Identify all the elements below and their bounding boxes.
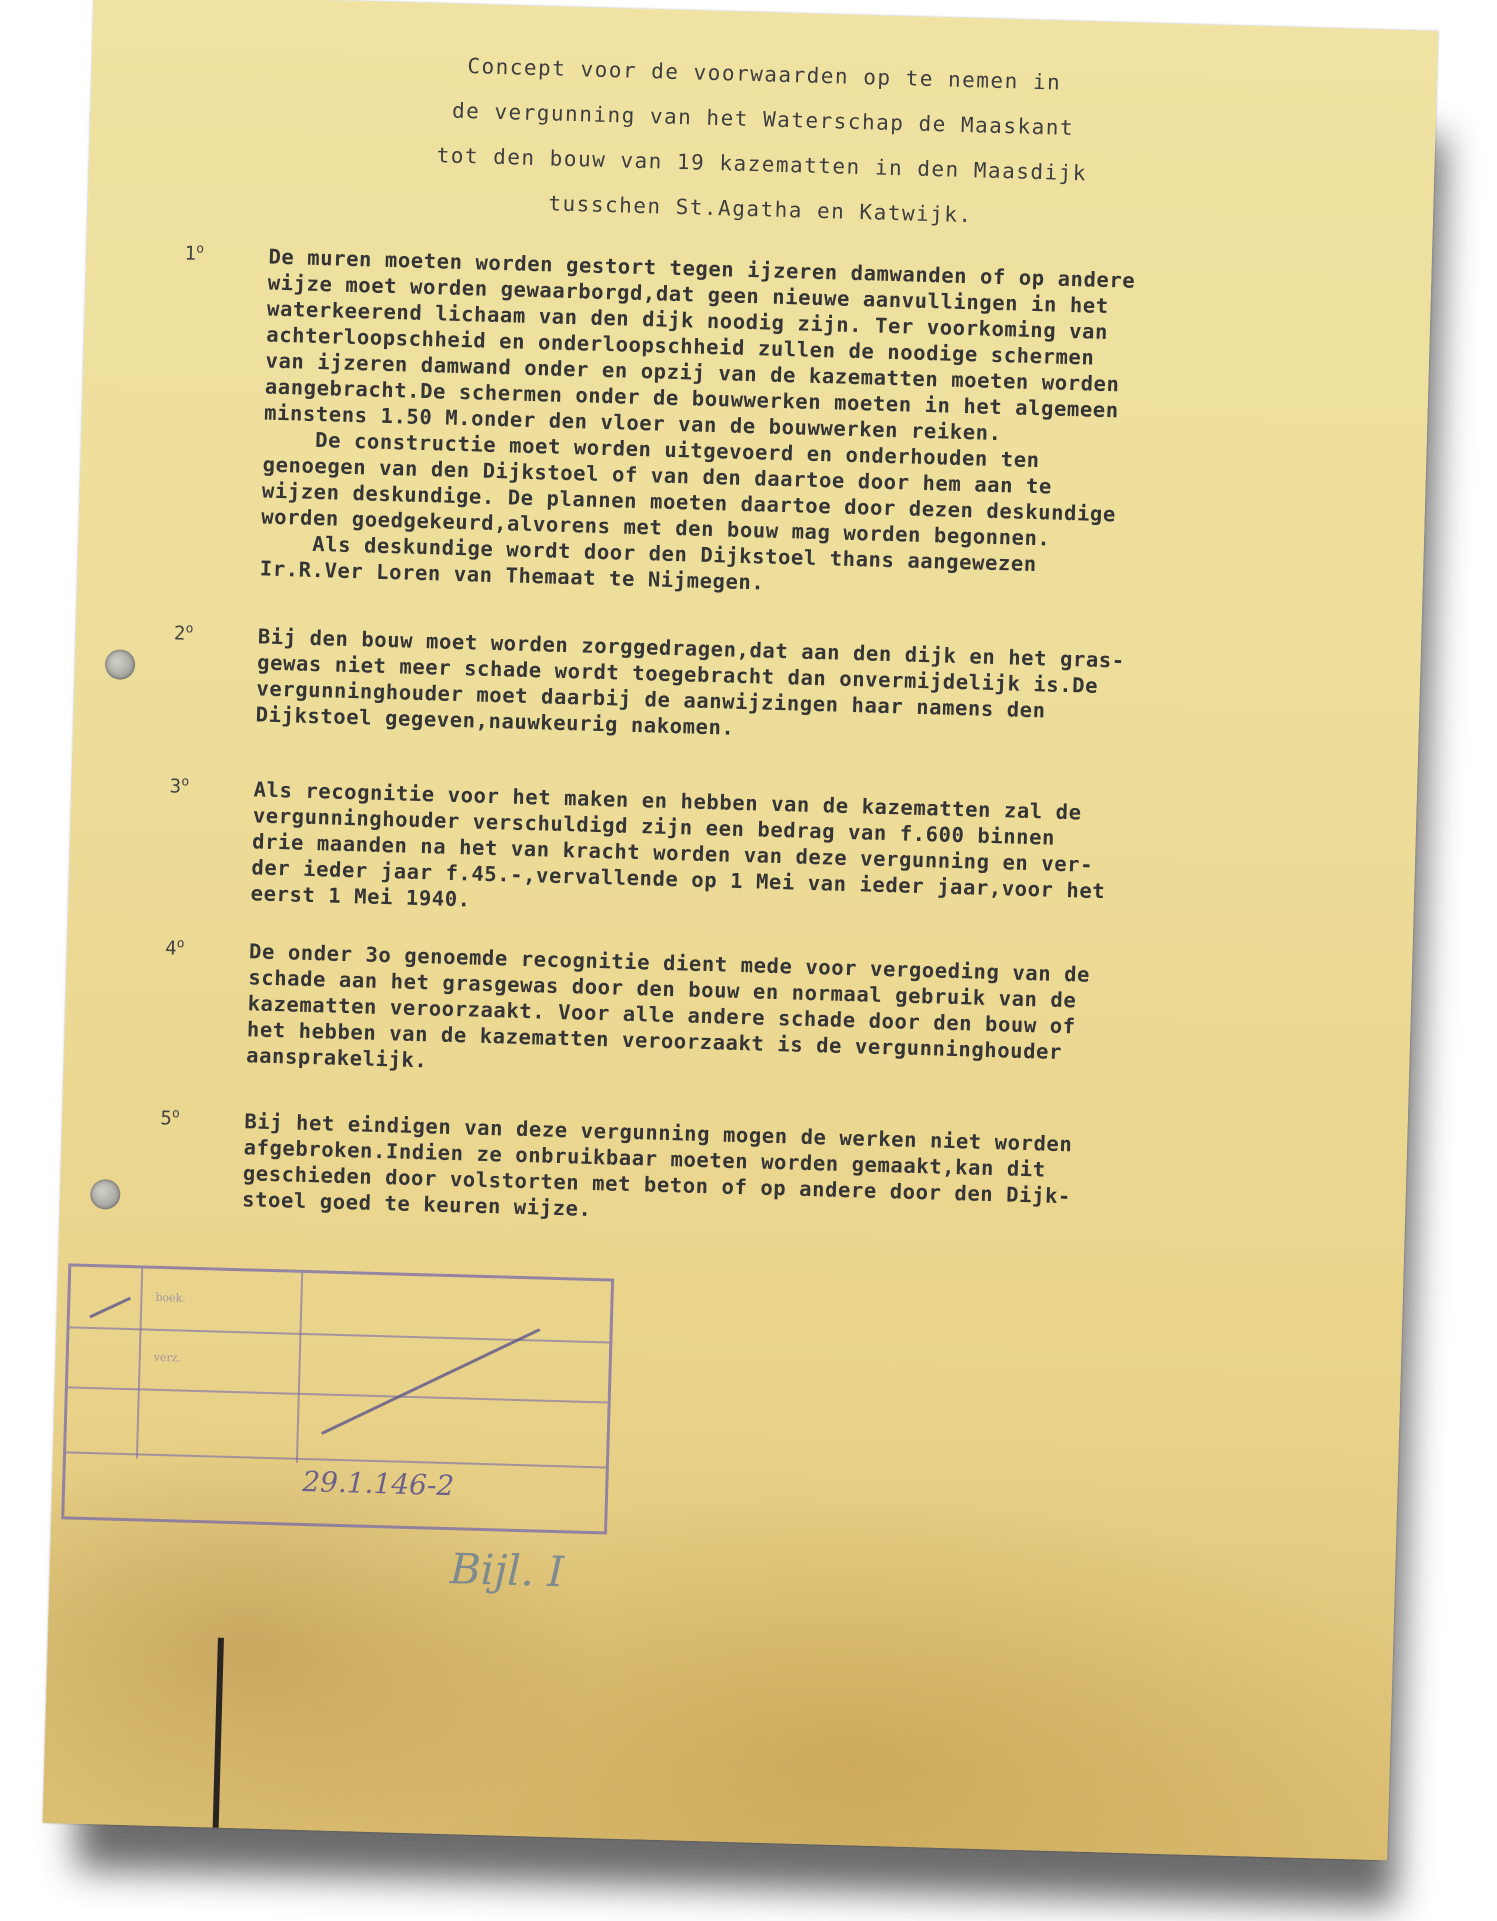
condition-item-3 (169, 774, 1241, 934)
item-number: 3$^o$ (169, 774, 190, 798)
condition-item-4 (164, 936, 1237, 1096)
title-line: tusschen St.Agatha en Katwijk. (548, 191, 973, 228)
condition-item-2 (173, 621, 1245, 755)
condition-item-5 (160, 1106, 1232, 1240)
condition-item-1 (184, 241, 1256, 609)
document-title (88, 34, 1438, 251)
item-text: De onder 3o genoemde recognitie dient mede voor vergoeding van de schade aan het grasgewas door den bouw en normaal gebruik van de kazematten veroorzaakt. Voor alle andere schade door den bouw of het hebben van de kazematten veroorzaakt is de vergunninghouder aansprakelijk. (245, 939, 1091, 1073)
item-number: 1$^o$ (184, 241, 205, 265)
title-line: Concept voor de voorwaarden op te nemen in (467, 54, 1062, 95)
handwritten-annotation: Bijl. I (449, 1544, 565, 1597)
stamp-label: boek. (155, 1290, 186, 1305)
stamp-code: 29.1.146-2 (301, 1464, 455, 1503)
title-line: tot den bouw van 19 kazematten in den Maasdijk (436, 143, 1088, 186)
stamp-label: verz. (153, 1350, 182, 1365)
item-text: Als recognitie voor het maken en hebben van de kazematten zal de vergunninghouder verschuldigd zijn een bedrag van f.600 binnen drie maanden na het van kracht worden van deze vergunning en ver- der ieder jaar f.45.-,vervallende op 1 Mei van ieder jaar,voor het eerst 1 Mei 1940. (250, 777, 1106, 912)
document-page (43, 0, 1439, 1860)
punch-hole (105, 649, 136, 680)
item-text: De muren moeten worden gestort tegen ijzeren damwanden of op andere wijze moet worden gewaarborgd,dat geen nieuwe aanvullingen in het waterkeerend lichaam van den dijk noodig zijn. Ter voorkoming van achterloopschheid en onderloopschheid zullen de noodige schermen van ijzeren damwand onder en opzij van de kazematten moeten worden aangebracht.De schermen onder de bouwwerken moeten in het algemeen minstens 1.50 M.onder den vloer van de bouwwerken reiken. De constructie moet worden uitgevoerd en onderhouden ten genoegen van den Dijkstoel of van den daartoe door hem aan te wijzen deskundige. De plannen moeten daartoe door dezen deskundige worden goedgekeurd,alvorens met den bouw mag worden begonnen. Als deskundige wordt door den Dijkstoel thans aangewezen Ir.R.Ver Loren van Themaat te Nijmegen. (259, 244, 1136, 595)
paper-tear (212, 1638, 224, 1838)
item-number: 2$^o$ (173, 621, 194, 645)
title-line: de vergunning van het Waterschap de Maaskant (451, 98, 1075, 140)
punch-hole (90, 1179, 121, 1210)
item-number: 4$^o$ (164, 936, 185, 960)
item-text: Bij den bouw moet worden zorggedragen,dat aan den dijk en het gras- gewas niet meer schade wordt toegebracht dan onvermijdelijk is.De vergunninghouder moet daarbij de aanwijzingen haar namens den Dijkstoel gegeven,nauwkeurig nakomen. (255, 624, 1126, 740)
item-text: Bij het eindigen van deze vergunning mogen de werken niet worden afgebroken.Indien ze onbruikbaar moeten worden gemaakt,kan dit geschieden door volstorten met beton of op andere door den Dijk- stoel goed te keuren wijze. (241, 1109, 1073, 1221)
item-number: 5$^o$ (160, 1106, 181, 1130)
